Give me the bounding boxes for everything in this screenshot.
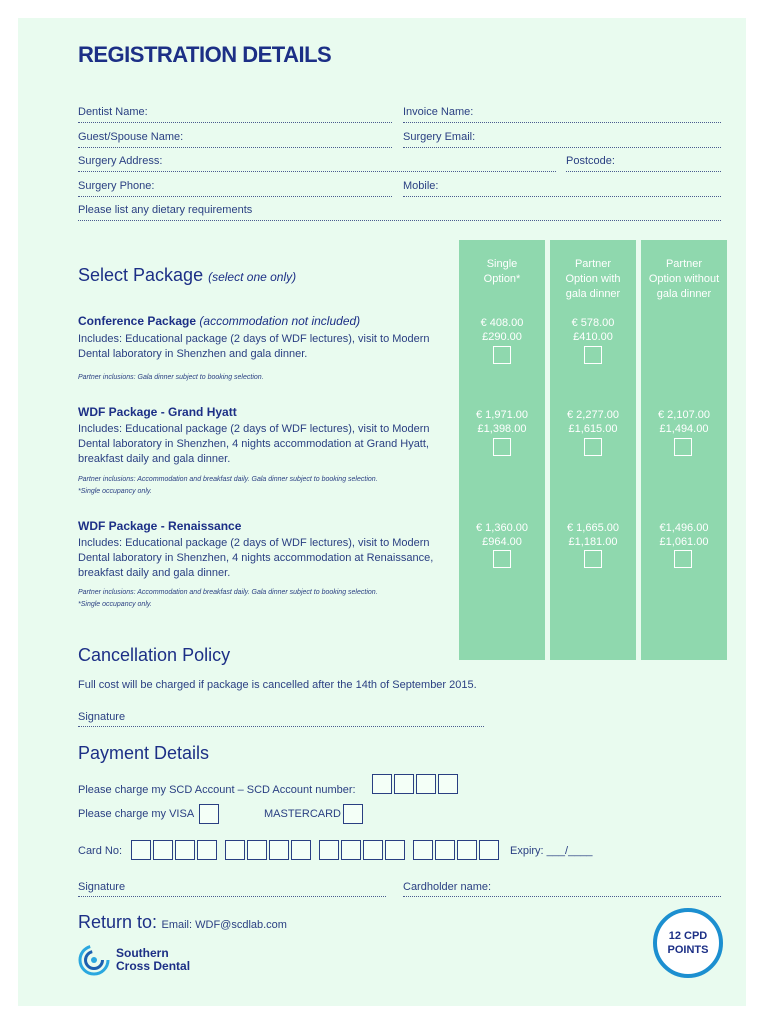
- logo-swirl-icon: [78, 944, 110, 976]
- renaissance-package-note: Partner inclusions: Accommodation and breakfast daily. Gala dinner subject to booking selection. *Single occupancy only.: [78, 589, 378, 608]
- southern-cross-dental-logo: [78, 944, 190, 976]
- card-digit[interactable]: [197, 840, 217, 860]
- grand-hyatt-package-title: WDF Package - Grand Hyatt: [78, 405, 237, 419]
- invoice-name-label: Invoice Name:: [403, 106, 474, 118]
- renaissance-single-price: € 1,360.00 £964.00: [476, 522, 528, 548]
- renaissance-package-title: WDF Package - Renaissance: [78, 519, 242, 533]
- grand-hyatt-partner-no-gala-price: € 2,107.00 £1,494.00: [658, 409, 710, 435]
- dietary-label: Please list any dietary requirements: [78, 204, 253, 216]
- surgery-email-field[interactable]: [403, 147, 721, 148]
- surgery-email-label: Surgery Email:: [403, 131, 476, 143]
- payment-signature-label: Signature: [78, 881, 126, 893]
- card-digit[interactable]: [385, 840, 405, 860]
- renaissance-partner-no-gala-price: €1,496.00 £1,061.00: [659, 522, 709, 548]
- cancellation-text: Full cost will be charged if package is cancelled after the 14th of September 2015.: [78, 679, 477, 691]
- cardholder-label: Cardholder name:: [403, 881, 492, 893]
- cancellation-signature-field[interactable]: [78, 726, 484, 727]
- scd-account-digit[interactable]: [416, 774, 436, 794]
- grand-hyatt-package-note: Partner inclusions: Accommodation and breakfast daily. Gala dinner subject to booking selection. *Single occupancy only.: [78, 476, 378, 495]
- surgery-address-field[interactable]: [78, 171, 556, 172]
- conference-partner-gala-price: € 578.00 £410.00: [571, 317, 615, 343]
- card-digit[interactable]: [413, 840, 433, 860]
- visa-checkbox[interactable]: [199, 804, 219, 824]
- card-number-boxes: [131, 840, 499, 860]
- return-to: [78, 912, 287, 933]
- card-digit[interactable]: [363, 840, 383, 860]
- renaissance-partner-gala-checkbox[interactable]: [584, 550, 602, 568]
- renaissance-partner-no-gala-checkbox[interactable]: [674, 550, 692, 568]
- card-digit[interactable]: [341, 840, 361, 860]
- select-package-note: (select one only): [208, 270, 297, 284]
- card-digit[interactable]: [269, 840, 289, 860]
- payment-signature-field[interactable]: [78, 896, 386, 897]
- payment-heading: Payment Details: [78, 743, 210, 763]
- cancellation-heading: Cancellation Policy: [78, 645, 231, 665]
- card-digit[interactable]: [457, 840, 477, 860]
- logo-line-2: Cross Dental: [116, 959, 191, 973]
- surgery-phone-label: Surgery Phone:: [78, 180, 155, 192]
- grand-hyatt-partner-no-gala-checkbox[interactable]: [674, 438, 692, 456]
- expiry-field[interactable]: Expiry: ___/____: [510, 845, 593, 857]
- card-digit[interactable]: [225, 840, 245, 860]
- conference-package-note: Partner inclusions: Gala dinner subject to booking selection.: [78, 374, 264, 381]
- cardholder-field[interactable]: [403, 896, 721, 897]
- card-digit[interactable]: [479, 840, 499, 860]
- mastercard-label: MASTERCARD: [264, 808, 342, 820]
- grand-hyatt-single-price: € 1,971.00 £1,398.00: [476, 409, 528, 435]
- scd-account-digit[interactable]: [372, 774, 392, 794]
- mastercard-checkbox[interactable]: [343, 804, 363, 824]
- conference-partner-gala-checkbox[interactable]: [584, 346, 602, 364]
- card-digit[interactable]: [319, 840, 339, 860]
- dentist-name-label: Dentist Name:: [78, 106, 148, 118]
- scd-account-label: Please charge my SCD Account – SCD Account number:: [78, 784, 356, 796]
- scd-account-digit[interactable]: [394, 774, 414, 794]
- renaissance-package-description: Includes: Educational package (2 days of WDF lectures), visit to Modern Dental laboratory in Shenzhen, 4 nights accommodation at Renaissance, breakfast daily and gala dinner.: [78, 537, 434, 579]
- card-number-label: Card No:: [78, 845, 123, 857]
- card-digit[interactable]: [131, 840, 151, 860]
- renaissance-partner-gala-price: € 1,665.00 £1,181.00: [567, 522, 619, 548]
- conference-single-checkbox[interactable]: [493, 346, 511, 364]
- conference-package-title: Conference Package (accommodation not included): [78, 314, 361, 328]
- postcode-field[interactable]: [566, 171, 721, 172]
- guest-spouse-label: Guest/Spouse Name:: [78, 131, 184, 143]
- select-package-heading: Select Package (select one only): [78, 265, 297, 285]
- card-digit[interactable]: [247, 840, 267, 860]
- renaissance-single-checkbox[interactable]: [493, 550, 511, 568]
- dentist-name-field[interactable]: [78, 122, 392, 123]
- conference-package-description: Includes: Educational package (2 days of WDF lectures), visit to Modern Dental laboratory in Shenzhen and gala dinner.: [78, 333, 430, 360]
- grand-hyatt-single-checkbox[interactable]: [493, 438, 511, 456]
- card-digit[interactable]: [291, 840, 311, 860]
- surgery-phone-field[interactable]: [78, 196, 392, 197]
- card-digit[interactable]: [175, 840, 195, 860]
- logo-line-1: Southern: [116, 946, 169, 960]
- surgery-address-label: Surgery Address:: [78, 155, 163, 167]
- invoice-name-field[interactable]: [403, 122, 721, 123]
- cancellation-signature-label: Signature: [78, 711, 126, 723]
- visa-label: Please charge my VISA: [78, 808, 195, 820]
- scd-account-number-boxes: [372, 774, 458, 794]
- postcode-label: Postcode:: [566, 155, 615, 167]
- column-header-partner-with-gala: Partner Option with gala dinner: [565, 258, 621, 300]
- card-digit[interactable]: [153, 840, 173, 860]
- conference-single-price: € 408.00 £290.00: [480, 317, 524, 343]
- return-email: Email: WDF@scdlab.com: [161, 919, 287, 931]
- return-to-label: Return to:: [78, 912, 158, 932]
- mobile-field[interactable]: [403, 196, 721, 197]
- card-digit[interactable]: [435, 840, 455, 860]
- guest-spouse-field[interactable]: [78, 147, 392, 148]
- page-title: REGISTRATION DETAILS: [78, 42, 332, 67]
- grand-hyatt-partner-gala-price: € 2,277.00 £1,615.00: [567, 409, 619, 435]
- grand-hyatt-package-description: Includes: Educational package (2 days of WDF lectures), visit to Modern Dental laboratory in Shenzhen, 4 nights accommodation at Grand Hyatt, breakfast daily and gala dinner.: [78, 423, 430, 465]
- dietary-field[interactable]: [78, 220, 721, 221]
- cpd-points-badge: 12 CPD POINTS: [653, 908, 723, 978]
- grand-hyatt-partner-gala-checkbox[interactable]: [584, 438, 602, 456]
- column-header-partner-without-gala: Partner Option without gala dinner: [648, 258, 720, 300]
- scd-account-digit[interactable]: [438, 774, 458, 794]
- column-header-single: Single Option*: [483, 258, 521, 285]
- mobile-label: Mobile:: [403, 180, 439, 192]
